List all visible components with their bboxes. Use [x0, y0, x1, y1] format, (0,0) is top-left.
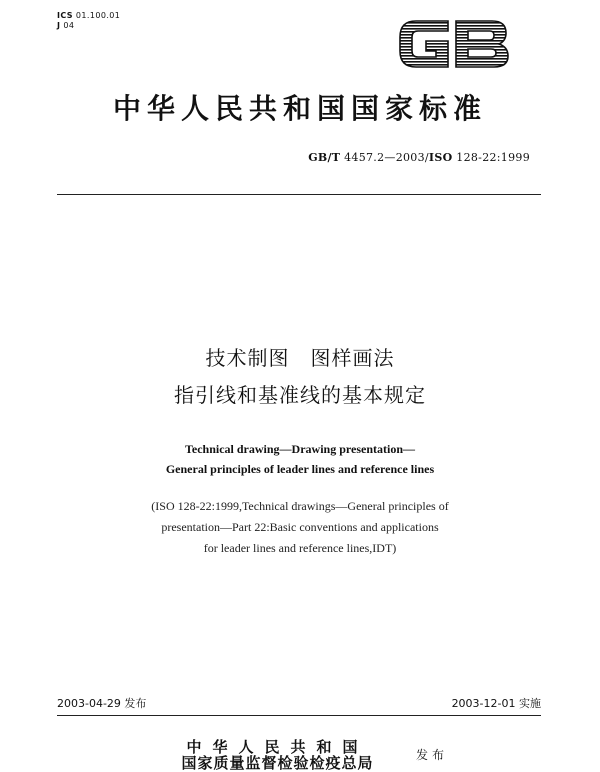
std-prefix: GB/T	[308, 151, 341, 164]
issuer-line-2: 国家质量监督检验检疫总局	[181, 754, 374, 772]
national-standard-title: 中华人民共和国国家标准	[112, 92, 487, 125]
implementation-date: 2003-12-01 实施	[451, 697, 541, 710]
iso-prefix: ISO	[428, 151, 453, 164]
issue-date: 2003-04-29 发布	[57, 697, 147, 710]
iso-reference-line-3: for leader lines and reference lines,IDT)	[203, 541, 397, 555]
header-divider	[57, 194, 541, 195]
iso-reference-line-2: presentation—Part 22:Basic conventions and applications	[161, 520, 439, 534]
issuer-line-1: 中华人民共和国	[186, 738, 369, 756]
iso-number: 128-22:1999	[452, 151, 530, 164]
title-chinese-line-2: 指引线和基准线的基本规定	[174, 383, 426, 407]
ics-code	[57, 11, 120, 21]
title-chinese-line-1: 技术制图 图样画法	[205, 346, 395, 370]
std-number: 4457.2—2003/	[340, 151, 429, 164]
ics-label: ICS	[57, 11, 73, 20]
ccs-label: J	[57, 21, 61, 30]
footer-divider	[57, 715, 541, 716]
gb-logo	[396, 13, 512, 75]
issued-by-label: 发布	[416, 748, 449, 762]
ics-value: 01.100.01	[75, 11, 121, 20]
title-english-line-2: General principles of leader lines and reference lines	[165, 462, 435, 476]
title-english-line-1: Technical drawing—Drawing presentation—	[184, 442, 415, 456]
ccs-code	[57, 21, 74, 31]
iso-reference-line-1: (ISO 128-22:1999,Technical drawings—General principles of	[151, 499, 449, 513]
standard-number	[308, 151, 530, 164]
ccs-value: 04	[63, 21, 75, 30]
